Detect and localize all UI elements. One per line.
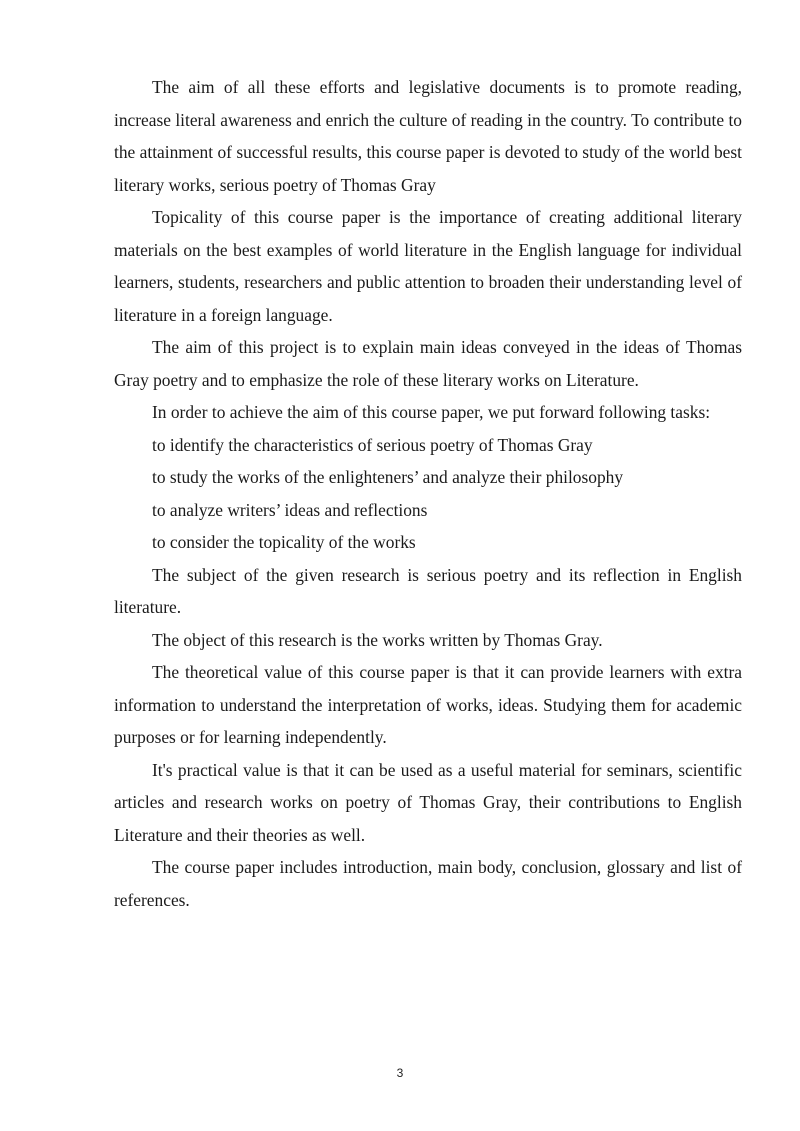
paragraph-research-subject: The subject of the given research is serious poetry and its reflection in English literature. <box>114 564 742 617</box>
paragraph-research-object: The object of this research is the works written by Thomas Gray. <box>152 629 603 650</box>
page-number: 3 <box>396 1066 404 1080</box>
paragraph-tasks-intro: In order to achieve the aim of this course paper, we put forward following tasks: <box>152 402 711 422</box>
paragraph-topicality: Topicality of this course paper is the importance of creating additional literary materials on the best examples of world literature in the English language for individual learners, students, researchers and public attention to broaden their understanding level of literature in a foreign language. <box>114 207 742 325</box>
task-item: to consider the topicality of the works <box>152 532 416 552</box>
task-item: to study the works of the enlighteners’ and analyze their philosophy <box>152 467 624 487</box>
page-body <box>114 71 742 916</box>
paragraph-paper-structure: The course paper includes introduction, main body, conclusion, glossary and list of references. <box>114 857 742 910</box>
paragraph-aim-of-efforts: The aim of all these efforts and legislative documents is to promote reading, increase literal awareness and enrich the culture of reading in the country. To contribute to the attainment of successful results, this course paper is devoted to study of the world best literary works, serious poetry of Thomas Gray <box>114 77 742 195</box>
paragraph-theoretical-value: The theoretical value of this course paper is that it can provide learners with extra information to understand the interpretation of works, ideas. Studying them for academic purposes or for learning independently. <box>114 662 742 747</box>
paragraph-project-aim: The aim of this project is to explain main ideas conveyed in the ideas of Thomas Gray poetry and to emphasize the role of these literary works on Literature. <box>114 337 742 390</box>
paragraph-practical-value: It's practical value is that it can be used as a useful material for seminars, scientific articles and research works on poetry of Thomas Gray, their contributions to English Literature and their theories as well. <box>114 759 742 845</box>
task-item: to analyze writers’ ideas and reflections <box>152 499 428 520</box>
task-item: to identify the characteristics of serious poetry of Thomas Gray <box>152 434 593 455</box>
